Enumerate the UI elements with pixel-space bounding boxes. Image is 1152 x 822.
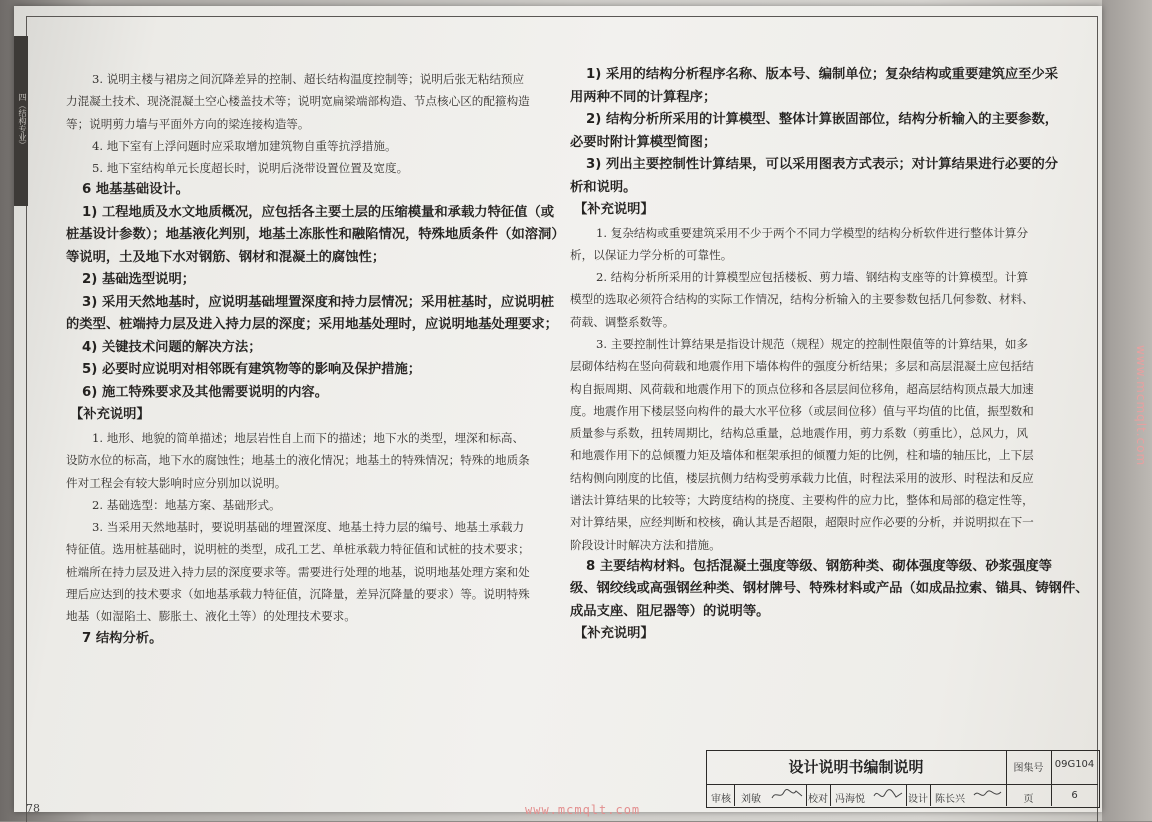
text-line: 桩端所在持力层及进入持力层的深度要求等。需要进行处理的地基，说明地基处理方案和处 — [66, 564, 530, 579]
text-line: 力混凝土技术、现浇混凝土空心楼盖技术等；说明宽扁梁端部构造、节点核心区的配箍构造 — [66, 94, 530, 109]
text-line: 度。地震作用下楼层竖向构件的最大水平位移（或层间位移）值与平均值的比值，振型数和 — [570, 403, 1034, 418]
text-line: 理后应达到的技术要求（如地基承载力特征值，沉降量，差异沉降量的要求）等。说明特殊 — [66, 587, 530, 602]
text-line: 阶段设计时解决方法和措施。 — [570, 537, 721, 552]
side-watermark: www.mcmqlt.com — [1134, 345, 1148, 467]
text-line: 质量参与系数，扭转周期比，结构总重量，总地震作用，剪力系数（剪重比），总风力，风 — [570, 426, 1028, 441]
text-line: 4. 地下室有上浮问题时应采取增加建筑物自重等抗浮措施。 — [92, 138, 397, 153]
text-line: 层砌体结构在竖向荷载和地震作用下墙体构件的强度分析结果；多层和高层混凝土应包括结 — [570, 359, 1034, 374]
text-line: 2. 基础选型：地基方案、基础形式。 — [92, 497, 281, 512]
text-line: 等说明，土及地下水对钢筋、钢材和混凝土的腐蚀性； — [66, 249, 386, 265]
text-line: 等；说明剪力墙与平面外方向的梁连接构造等。 — [66, 116, 310, 131]
text-line: 1) 工程地质及水文地质概况，应包括各主要土层的压缩模量和承载力特征值（或 — [82, 204, 555, 220]
design-label: 设计 — [908, 794, 928, 805]
text-line: 谱法计算结果的比较等；大跨度结构的挠度、主要构件的应力比，整体和局部的稳定性等， — [570, 493, 1034, 508]
text-line: 荷载、调整系数等。 — [570, 314, 675, 329]
page-number: 78 — [26, 802, 40, 815]
text-line: 1. 复杂结构或重要建筑采用不少于两个不同力学模型的结构分析软件进行整体计算分 — [596, 225, 1029, 240]
text-line: 特征值。选用桩基础时，说明桩的类型，成孔工艺、单桩承载力特征值和试桩的技术要求； — [66, 542, 530, 557]
text-line: 1. 地形、地貌的简单描述；地层岩性自上而下的描述；地下水的类型，埋深和标高、 — [92, 430, 525, 445]
text-line: 模型的选取必须符合结构的实际工作情况，结构分析输入的主要参数包括几何参数、材料、 — [570, 292, 1034, 307]
text-line: 桩基设计参数）；地基液化判别，地基土冻胀性和融陷情况，特殊地质条件（如溶洞） — [66, 227, 565, 243]
text-line: 析，以保证力学分析的可靠性。 — [570, 247, 733, 262]
text-line: 5) 必要时应说明对相邻既有建筑物等的影响及保护措施； — [82, 362, 422, 378]
text-line: 和地震作用下的总倾覆力矩及墙体和框架承担的倾覆力矩的比例，柱和墙的轴压比，上下层 — [570, 448, 1034, 463]
text-line: 7 结构分析。 — [82, 630, 163, 646]
text-line: 3. 说明主楼与裙房之间沉降差异的控制、超长结构温度控制等；说明后张无粘结预应 — [92, 72, 525, 86]
text-line: 构自振周期、风荷载和地震作用下的顶点位移和各层层间位移角，超高层结构顶点最大加速 — [570, 381, 1034, 396]
check-signature — [872, 786, 904, 804]
text-line: 对计算结果，应经判断和校核，确认其是否超限，超限时应作必要的分析，并说明拟在下一 — [570, 515, 1034, 530]
text-line: 6) 施工特殊要求及其他需要说明的内容。 — [82, 384, 329, 400]
text-line: 6 地基基础设计。 — [82, 182, 189, 198]
text-line: 必要时附计算模型简图； — [570, 134, 717, 150]
text-line: 【补充说明】 — [574, 626, 654, 642]
text-line: 地基（如湿陷土、膨胀土、液化土等）的处理技术要求。 — [66, 609, 356, 624]
text-line: 2. 结构分析所采用的计算模型应包括楼板、剪力墙、钢结构支座等的计算模型。计算 — [596, 270, 1029, 285]
check-label: 校对 — [808, 794, 828, 805]
atlas-label: 图集号 — [1013, 763, 1044, 774]
title-block — [706, 750, 1098, 806]
text-line: 3. 当采用天然地基时，要说明基础的埋置深度、地基土持力层的编号、地基土承载力 — [92, 520, 525, 535]
review-signature — [770, 786, 804, 804]
text-line: 的类型、桩端持力层及进入持力层的深度；采用地基处理时，应说明地基处理要求； — [66, 317, 558, 333]
design-name: 陈长兴 — [935, 794, 965, 805]
design-signature — [972, 786, 1004, 804]
text-line: 3) 采用天然地基时，应说明基础埋置深度和持力层情况；采用桩基时，应说明桩 — [82, 294, 555, 310]
text-line: 2) 基础选型说明； — [82, 272, 196, 288]
text-line: 3) 列出主要控制性计算结果，可以采用图表方式表示；对计算结果进行必要的分 — [586, 157, 1059, 172]
text-line: 1) 采用的结构分析程序名称、版本号、编制单位；复杂结构或重要建筑应至少采 — [586, 67, 1059, 82]
text-line: 4) 关键技术问题的解决方法； — [82, 339, 262, 355]
atlas-number: 09G104 — [1054, 759, 1095, 770]
review-label: 审核 — [711, 794, 731, 805]
right-column — [570, 64, 1089, 646]
page-label: 页 — [1023, 794, 1034, 805]
text-line: 级、钢绞线或高强钢丝种类、钢材牌号、特殊材料或产品（如成品拉索、锚具、铸钢件、 — [570, 581, 1089, 597]
text-line: 3. 主要控制性计算结果是指设计规范（规程）规定的控制性限值等的计算结果，如多 — [596, 336, 1029, 351]
text-line: 【补充说明】 — [70, 407, 150, 423]
text-line: 成品支座、阻尼器等）的说明等。 — [570, 603, 770, 619]
text-line: 结构侧向刚度的比值，楼层抗侧力结构受剪承载力比值，时程法采用的波形、时程法和反应 — [570, 470, 1034, 485]
text-line: 5. 地下室结构单元长度超长时，说明后浇带设置位置及宽度。 — [92, 161, 409, 176]
text-line: 8 主要结构材料。包括混凝土强度等级、钢筋种类、砌体强度等级、砂浆强度等 — [586, 558, 1052, 574]
review-name: 刘敏 — [741, 794, 761, 805]
spine-tab: 四（结构专业） — [14, 36, 28, 206]
text-line: 2) 结构分析所采用的计算模型、整体计算嵌固部位，结构分析输入的主要参数， — [586, 112, 1059, 127]
drawing-title: 设计说明书编制说明 — [706, 750, 1007, 785]
bottom-watermark: www.mcmqlt.com — [525, 803, 641, 817]
divider — [706, 784, 1098, 785]
check-name: 冯海悦 — [835, 794, 865, 805]
text-line: 【补充说明】 — [574, 202, 654, 217]
text-line: 析和说明。 — [570, 179, 637, 195]
text-line: 用两种不同的计算程序； — [570, 89, 717, 105]
page-value: 6 — [1071, 790, 1078, 801]
text-line: 件对工程会有较大影响时应分别加以说明。 — [66, 475, 287, 490]
text-line: 设防水位的标高，地下水的腐蚀性；地基土的液化情况；地基土的特殊情况；特殊的地质条 — [66, 453, 530, 468]
left-column — [66, 68, 565, 650]
